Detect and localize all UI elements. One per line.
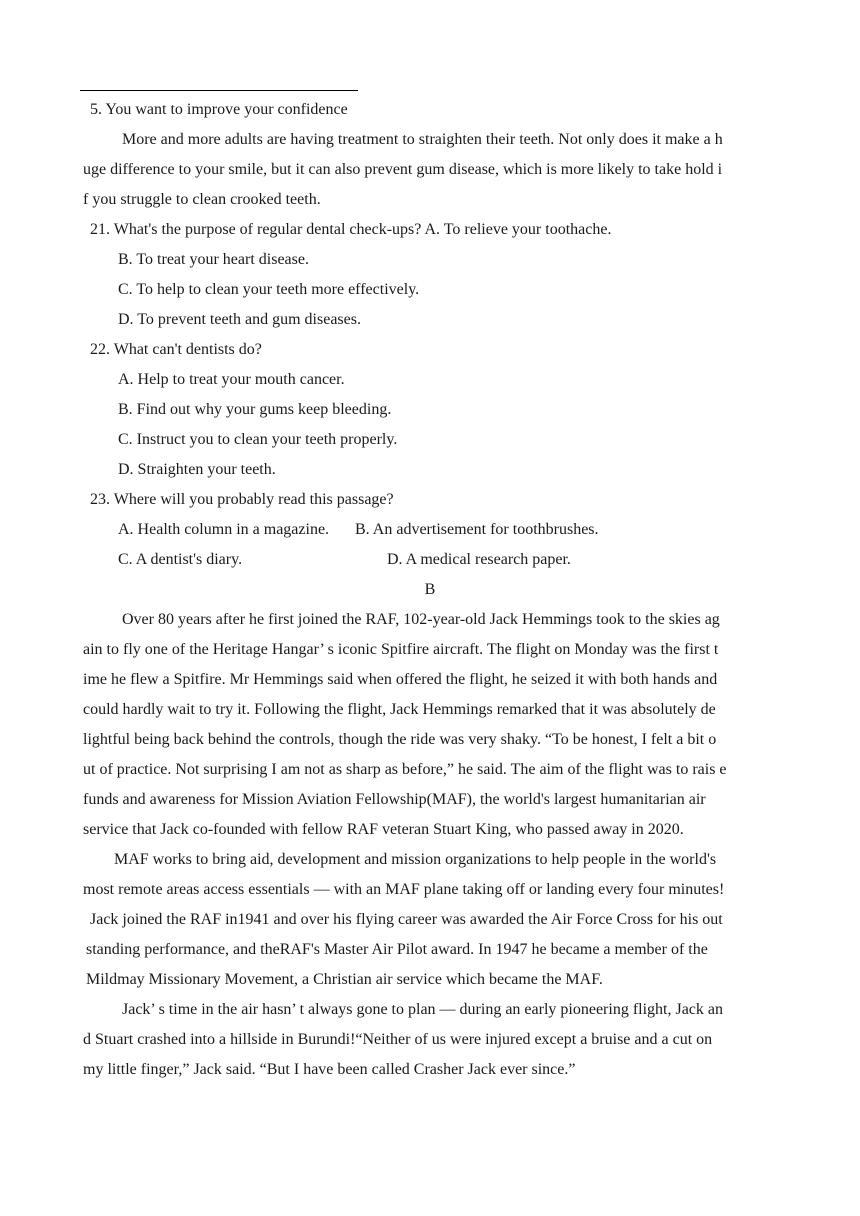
section-heading: 5. You want to improve your confidence [90,101,348,118]
question-22-option-d: D. Straighten your teeth. [118,461,276,478]
footnote-divider [80,90,358,91]
question-21-stem: 21. What's the purpose of regular dental check-ups? A. To relieve your toothache. [90,221,612,238]
question-23-stem: 23. Where will you probably read this passage? [90,491,394,508]
question-22-option-b: B. Find out why your gums keep bleeding. [118,401,392,418]
paragraph-line: MAF works to bring aid, development and mission organizations to help people in the world's [114,851,717,868]
paragraph-line: Jack joined the RAF in1941 and over his flying career was awarded the Air Force Cross for his out [90,911,723,928]
question-21-option-d: D. To prevent teeth and gum diseases. [118,311,361,328]
paragraph-line: service that Jack co-founded with fellow RAF veteran Stuart King, who passed away in 2020. [83,821,684,838]
paragraph-line: lightful being back behind the controls, though the ride was very shaky. “To be honest, I felt a bit o [83,731,717,748]
paragraph-line: uge difference to your smile, but it can also prevent gum disease, which is more likely to take hold i [83,161,723,178]
paragraph-line: most remote areas access essentials — with an MAF plane taking off or landing every four minutes! [83,881,725,898]
section-label: B [424,581,436,598]
paragraph-line: More and more adults are having treatment to straighten their teeth. Not only does it make a h [122,131,723,148]
question-23-option-d: D. A medical research paper. [387,551,571,568]
paragraph-line: ain to fly one of the Heritage Hangar’ s iconic Spitfire aircraft. The flight on Monday was the first t [83,641,719,658]
paragraph-line: my little finger,” Jack said. “But I have been called Crasher Jack ever since.” [83,1061,576,1078]
paragraph-line: funds and awareness for Mission Aviation Fellowship(MAF), the world's largest humanitarian air [83,791,706,808]
paragraph-line: could hardly wait to try it. Following the flight, Jack Hemmings remarked that it was absolutely de [83,701,716,718]
question-23-option-a: A. Health column in a magazine. [118,521,330,538]
paragraph-line: standing performance, and theRAF's Master Air Pilot award. In 1947 he became a member of the [86,941,708,958]
question-23-option-c: C. A dentist's diary. [118,551,243,568]
paragraph-line: f you struggle to clean crooked teeth. [83,191,321,208]
paragraph-line: ime he flew a Spitfire. Mr Hemmings said when offered the flight, he seized it with both hands and [83,671,718,688]
question-21-option-c: C. To help to clean your teeth more effectively. [118,281,420,298]
question-21-option-b: B. To treat your heart disease. [118,251,309,268]
question-22-option-c: C. Instruct you to clean your teeth properly. [118,431,398,448]
question-23-option-b: B. An advertisement for toothbrushes. [355,521,599,538]
paragraph-line: ut of practice. Not surprising I am not as sharp as before,” he said. The aim of the flight was to rais e [83,761,727,778]
paragraph-line: d Stuart crashed into a hillside in Burundi!“Neither of us were injured except a bruise and a cut on [83,1031,713,1048]
question-22-option-a: A. Help to treat your mouth cancer. [118,371,345,388]
paragraph-line: Jack’ s time in the air hasn’ t always gone to plan — during an early pioneering flight, Jack an [122,1001,724,1018]
question-22-stem: 22. What can't dentists do? [90,341,262,358]
paragraph-line: Over 80 years after he first joined the RAF, 102-year-old Jack Hemmings took to the skies ag [122,611,720,628]
paragraph-line: Mildmay Missionary Movement, a Christian air service which became the MAF. [86,971,603,988]
